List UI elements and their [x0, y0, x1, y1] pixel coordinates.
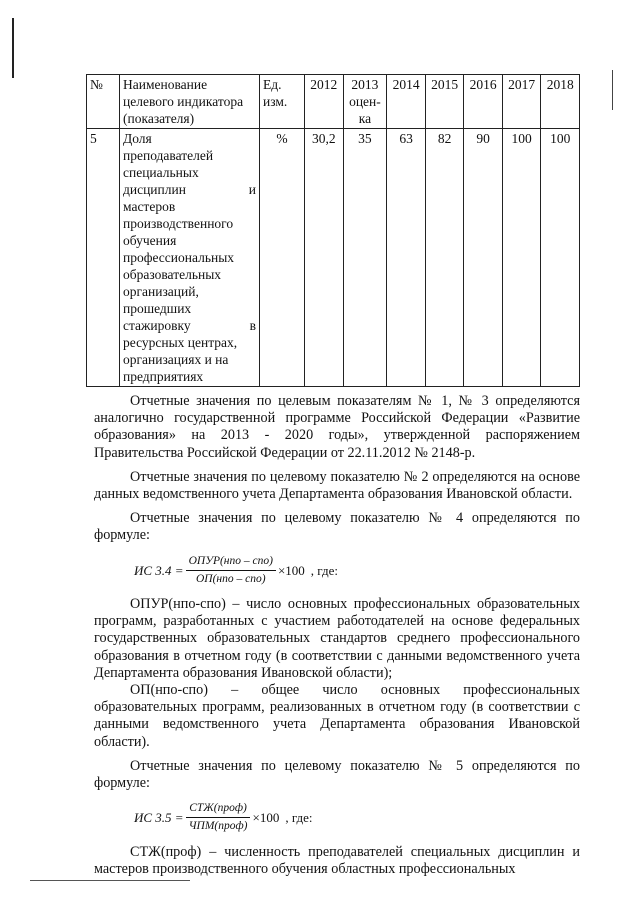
table-header-row	[87, 75, 580, 129]
header-2012: 2012	[305, 75, 344, 129]
paragraph-4: ОПУР(нпо-спо) – число основных профессиональных образовательных программ, разработанных с участием работодателей на основе федеральных государственных образовательных стандартов среднего профессионального образования в отчетном году (в соответствии с данными ведомственного учета Департамента образования Ивановской области);	[94, 596, 580, 681]
row-value-2013: 35	[343, 129, 387, 387]
row-name: Доля преподавателей специальных дисциплин и мастеров производственного обучения профессиональных образовательных организаций, прошедших стажировку в ресурсных центрах, организациях и на предприятиях	[120, 129, 260, 387]
header-unit: Ед. изм.	[260, 75, 305, 129]
paragraph-6: Отчетные значения по целевому показателю № 5 определяются по формуле:	[94, 757, 580, 792]
formula-2-multiplier: ×100	[252, 810, 280, 826]
row-unit: %	[260, 129, 305, 387]
header-2013: 2013 оцен- ка	[343, 75, 387, 129]
row-value-2012: 30,2	[305, 129, 344, 387]
indicator-table	[86, 74, 580, 387]
formula-2-numerator: СТЖ(проф)	[186, 800, 250, 818]
paragraph-2: Отчетные значения по целевому показателю № 2 определяются на основе данных ведомственного учета Департамента образования Ивановской области.	[94, 468, 580, 503]
formula-is-3-4	[134, 553, 580, 588]
header-name: Наименование целевого индикатора (показателя)	[120, 75, 260, 129]
formula-2-denominator: ЧПМ(проф)	[188, 820, 248, 833]
row-value-2018: 100	[541, 129, 580, 387]
scan-artifact-right	[612, 70, 613, 110]
formula-1-denominator: ОП(нпо – спо)	[195, 572, 266, 585]
row-value-2015: 82	[425, 129, 464, 387]
formula-2-fraction	[186, 800, 251, 835]
scan-artifact-left	[12, 18, 14, 78]
paragraph-7: СТЖ(проф) – численность преподавателей специальных дисциплин и мастеров производственного обучения областных профессиональных	[94, 843, 580, 877]
table-row	[87, 129, 580, 387]
paragraph-1: Отчетные значения по целевым показателям № 1, № 3 определяются аналогично государственной программе Российской Федерации «Развитие образования» на 2013 - 2020 годы», утвержденной распоряжением Правительства Российской Федерации от 22.11.2012 № 2148-р.	[94, 393, 580, 461]
row-value-2017: 100	[502, 129, 541, 387]
header-2017: 2017	[502, 75, 541, 129]
row-no: 5	[87, 129, 120, 387]
header-2018: 2018	[541, 75, 580, 129]
header-2016: 2016	[464, 75, 503, 129]
scan-artifact-bottom	[30, 880, 190, 881]
formula-1-lhs: ИС 3.4 =	[134, 562, 184, 578]
formula-2-lhs: ИС 3.5 =	[134, 810, 184, 826]
formula-1-numerator: ОПУР(нпо – спо)	[186, 553, 276, 571]
body-text	[94, 393, 580, 878]
header-2015: 2015	[425, 75, 464, 129]
header-2014: 2014	[387, 75, 426, 129]
paragraph-5: ОП(нпо-спо) – общее число основных профессиональных образовательных программ, реализованных в отчетном году (в соответствии с данными ведомственного учета Департамента образования Ивановской области).	[94, 682, 580, 750]
formula-1-multiplier: ×100	[277, 562, 305, 578]
row-value-2016: 90	[464, 129, 503, 387]
formula-2-suffix: , где:	[285, 810, 313, 826]
row-value-2014: 63	[387, 129, 426, 387]
paragraph-3: Отчетные значения по целевому показателю № 4 определяются по формуле:	[94, 510, 580, 544]
header-no: №	[87, 75, 120, 129]
formula-1-suffix: , где:	[310, 562, 338, 578]
formula-1-fraction	[186, 553, 276, 588]
formula-is-3-5	[134, 800, 580, 835]
